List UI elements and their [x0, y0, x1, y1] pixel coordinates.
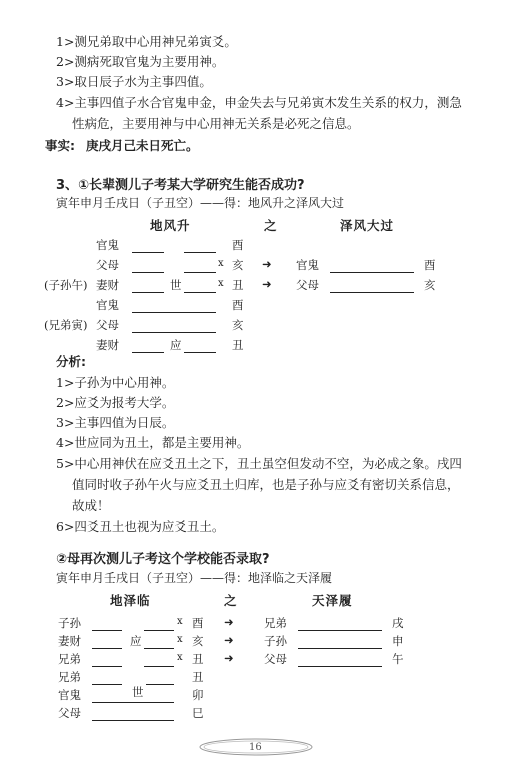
- page-number: 16: [249, 742, 262, 753]
- q2-row-branch: 酉: [192, 616, 204, 630]
- q1-yao-line: [184, 252, 216, 253]
- point-1: 1>测兄弟取中心用神兄弟寅爻。: [56, 34, 237, 49]
- q2-yao-line: [92, 702, 174, 703]
- q1-row-label: 妻财: [96, 278, 119, 292]
- arrow-icon: ➜: [224, 633, 234, 647]
- q1-right-title: 泽风大过: [340, 218, 395, 233]
- q1-yao-line: [132, 292, 164, 293]
- q1-world-mark: 世: [170, 278, 182, 292]
- q1-changed-label: 官鬼: [296, 258, 319, 272]
- q1-row-label: 官鬼: [96, 298, 119, 312]
- q1-yao-line: [184, 292, 216, 293]
- q1-heading: 3、①长辈测儿子考某大学研究生能否成功?: [56, 178, 305, 193]
- q2-row-label: 官鬼: [58, 688, 81, 702]
- q2-yao-line: [92, 648, 122, 649]
- analysis-5-cont: 值同时收子孙午火与应爻丑土归库，也是子孙与应爻有密切关系信息，: [72, 477, 460, 492]
- q2-yao-line: [144, 630, 174, 631]
- analysis-3: 3>主事四值为日辰。: [56, 415, 175, 430]
- q1-response-mark: 应: [170, 338, 182, 352]
- q1-hidden-god: (兄弟寅): [44, 318, 88, 332]
- q2-row-branch: 亥: [192, 634, 204, 648]
- q1-row-label: 官鬼: [96, 238, 119, 252]
- q2-row-label: 妻财: [58, 634, 81, 648]
- q1-row-branch: 丑: [232, 338, 244, 352]
- analysis-5-end: 故成！: [72, 498, 110, 513]
- q1-mid: 之: [264, 218, 278, 233]
- q2-row-branch: 丑: [192, 652, 204, 666]
- q1-row-branch: 酉: [232, 298, 244, 312]
- q2-changed-yao-line: [298, 648, 382, 649]
- q2-yao-line: [144, 666, 174, 667]
- q2-moving-mark: x: [177, 652, 183, 663]
- q2-row-label: 兄弟: [58, 670, 81, 684]
- q2-right-title: 天泽履: [312, 593, 353, 608]
- q2-yao-line: [92, 666, 122, 667]
- q1-yao-line: [184, 272, 216, 273]
- analysis-2: 2>应爻为报考大学。: [56, 395, 175, 410]
- q1-yao-line: [132, 332, 216, 333]
- q1-changed-yao-line: [330, 292, 414, 293]
- point-3: 3>取日辰子水为主事四值。: [56, 74, 212, 89]
- point-4: 4>主事四值子水合官鬼申金，申金失去与兄弟寅木发生关系的权力，测急: [56, 95, 462, 110]
- analysis-4: 4>世应同为丑土，都是主要用神。: [56, 435, 250, 450]
- analysis-label: 分析:: [56, 354, 86, 369]
- q1-row-label: 妻财: [96, 338, 119, 352]
- q1-yao-line: [132, 252, 164, 253]
- q2-changed-label: 子孙: [264, 634, 287, 648]
- q2-yao-line: [144, 648, 174, 649]
- q2-row-label: 子孙: [58, 616, 81, 630]
- q1-left-title: 地风升: [150, 218, 191, 233]
- q2-changed-branch: 午: [392, 652, 404, 666]
- q1-yao-line: [132, 352, 164, 353]
- q2-moving-mark: x: [177, 616, 183, 627]
- q1-changed-yao-line: [330, 272, 414, 273]
- q2-world-mark: 世: [132, 685, 144, 699]
- analysis-6: 6>四爻丑土也视为应爻丑土。: [56, 519, 225, 534]
- q1-moving-mark: x: [218, 258, 224, 269]
- analysis-5: 5>中心用神伏在应爻丑土之下，丑土虽空但发动不空，为必成之象。戌四: [56, 456, 462, 471]
- q1-row-branch: 亥: [232, 318, 244, 332]
- q2-changed-yao-line: [298, 630, 382, 631]
- q2-moving-mark: x: [177, 634, 183, 645]
- q1-row-branch: 丑: [232, 278, 244, 292]
- q2-mid: 之: [224, 593, 238, 608]
- point-2: 2>测病死取官鬼为主要用神。: [56, 54, 225, 69]
- q2-row-label: 兄弟: [58, 652, 81, 666]
- q1-date-line: 寅年申月壬戌日（子丑空）——得：地风升之泽风大过: [56, 196, 345, 210]
- q2-date-line: 寅年申月壬戌日（子丑空）——得：地泽临之天泽履: [56, 571, 333, 585]
- q2-changed-branch: 申: [392, 634, 404, 648]
- q1-yao-line: [132, 312, 216, 313]
- analysis-1: 1>子孙为中心用神。: [56, 375, 175, 390]
- q1-yao-line: [184, 352, 216, 353]
- arrow-icon: ➜: [224, 651, 234, 665]
- q1-row-label: 父母: [96, 258, 119, 272]
- point-4-cont: 性病危，主要用神与中心用神无关系是必死之信息。: [72, 116, 360, 131]
- q2-response-mark: 应: [130, 634, 142, 648]
- q2-row-label: 父母: [58, 706, 81, 720]
- q1-row-label: 父母: [96, 318, 119, 332]
- arrow-icon: ➜: [224, 615, 234, 629]
- q1-row-branch: 亥: [232, 258, 244, 272]
- q2-row-branch: 卯: [192, 688, 204, 702]
- arrow-icon: ➜: [262, 257, 272, 271]
- q1-changed-branch: 酉: [424, 258, 436, 272]
- q2-changed-branch: 戌: [392, 616, 404, 630]
- q2-yao-line: [92, 720, 174, 721]
- q1-yao-line: [132, 272, 164, 273]
- q2-yao-line: [92, 684, 122, 685]
- q2-yao-line: [144, 684, 174, 685]
- q1-row-branch: 酉: [232, 238, 244, 252]
- q1-hidden-god: (子孙午): [44, 278, 88, 292]
- q2-yao-line: [92, 630, 122, 631]
- q2-row-branch: 巳: [192, 706, 204, 720]
- q1-changed-label: 父母: [296, 278, 319, 292]
- q1-changed-branch: 亥: [424, 278, 436, 292]
- arrow-icon: ➜: [262, 277, 272, 291]
- q2-changed-label: 兄弟: [264, 616, 287, 630]
- q2-changed-label: 父母: [264, 652, 287, 666]
- q2-heading: ②母再次测儿子考这个学校能否录取?: [56, 552, 270, 567]
- q2-row-branch: 丑: [192, 670, 204, 684]
- q2-changed-yao-line: [298, 666, 382, 667]
- q2-left-title: 地泽临: [110, 593, 151, 608]
- q1-moving-mark: x: [218, 278, 224, 289]
- fact-label: 事实:: [45, 138, 75, 153]
- fact-text: 庚戌月己未日死亡。: [86, 138, 199, 153]
